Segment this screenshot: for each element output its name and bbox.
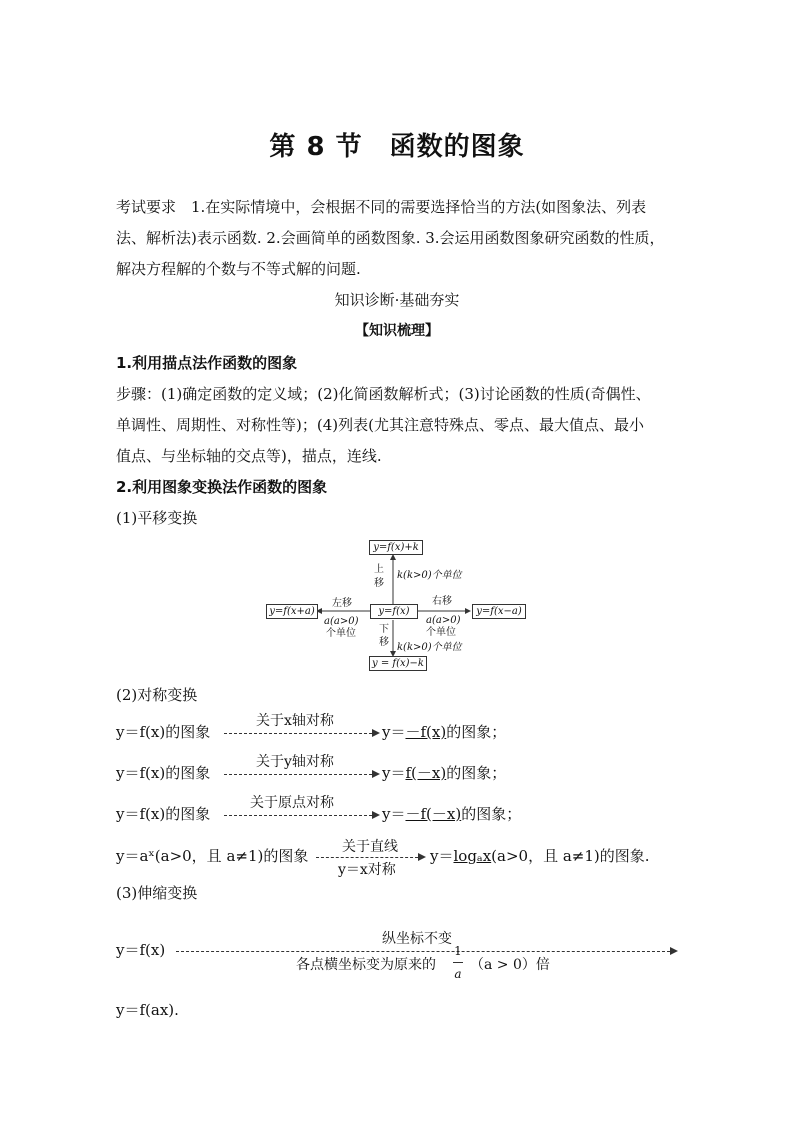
point1-heading: 1.利用描点法作函数的图象 <box>116 354 298 372</box>
sym1-arrow-head <box>372 729 380 737</box>
sym2-label: 关于y轴对称 <box>256 754 334 770</box>
sym3-label: 关于原点对称 <box>250 795 334 811</box>
center-function-box: y=f(x) <box>370 604 418 619</box>
sym1-arrow-line <box>224 733 372 734</box>
point1-line-3: 值点、与坐标轴的交点等)，描点，连线. <box>116 447 382 465</box>
left-function-box: y=f(x+a) <box>266 604 318 619</box>
sym1-result <box>382 717 506 748</box>
sym2-result-prefix: y＝ <box>382 764 406 782</box>
sym2-arrow-head <box>372 770 380 778</box>
translation-diagram <box>260 538 540 674</box>
sym2-result-suffix: 的图象； <box>446 764 507 782</box>
stretch-label-bottom-prefix: 各点横坐标变为原来的 <box>296 957 436 973</box>
sym3-result-func: －f(－x) <box>405 805 462 823</box>
sym1-result-func: －f(x) <box>405 723 447 741</box>
up-condition: k(k>0)个单位 <box>397 570 462 581</box>
left-shift-label: 左移 <box>332 598 352 609</box>
stretch-fraction-numerator: 1 <box>454 944 462 958</box>
exam-requirement-line-3: 解决方程解的个数与不等式解的问题. <box>116 260 361 278</box>
point2-heading: 2.利用图象变换法作函数的图象 <box>116 478 328 496</box>
stretch-heading: (3)伸缩变换 <box>116 884 198 902</box>
sym2-result-func: f(－x) <box>405 764 447 782</box>
up-label-1: 上 <box>374 564 384 575</box>
sym4-label-top: 关于直线 <box>342 839 398 855</box>
exam-requirement-line-2: 法、解析法)表示函数. 2.会画简单的函数图象. 3.会运用函数图象研究函数的性质， <box>116 229 665 247</box>
sym3-result-suffix: 的图象； <box>461 805 522 823</box>
down-label-1: 下 <box>379 624 389 635</box>
sym1-result-suffix: 的图象； <box>446 723 507 741</box>
sym4-result-suffix: (a>0，且 a≠1)的图象. <box>491 847 650 865</box>
stretch-label-bottom-suffix: （a > 0）倍 <box>470 957 550 973</box>
right-shift-condition: a(a>0) <box>426 615 461 626</box>
stretch-fraction-denominator: a <box>454 967 462 981</box>
stretch-fraction-bar <box>453 962 463 963</box>
sym2-result <box>382 758 506 789</box>
sym3-arrow-head <box>372 811 380 819</box>
right-function-box: y=f(x−a) <box>472 604 526 619</box>
point1-line-1: 步骤：(1)确定函数的定义域；(2)化简函数解析式；(3)讨论函数的性质(奇偶性、 <box>116 385 651 403</box>
page-title: 第 8 节 函数的图象 <box>269 132 525 162</box>
sym4-result-prefix: y＝ <box>430 847 454 865</box>
sym4-label-bottom: y＝x对称 <box>338 862 396 878</box>
top-function-box: y=f(x)+k <box>369 540 423 555</box>
stretch-arrow-line <box>176 951 670 952</box>
sym2-from: y＝f(x)的图象 <box>116 764 211 782</box>
sym4-arrow-line <box>316 857 418 858</box>
stretch-arrow-head <box>670 947 678 955</box>
sym4-result <box>430 841 650 872</box>
section-heading: 知识诊断·基础夯实 <box>334 291 460 309</box>
sym3-arrow-line <box>224 815 372 816</box>
symmetry-heading: (2)对称变换 <box>116 686 198 704</box>
sym1-from: y＝f(x)的图象 <box>116 723 211 741</box>
translate-heading: (1)平移变换 <box>116 509 198 527</box>
left-shift-unit: 个单位 <box>326 628 356 639</box>
down-label-2: 移 <box>379 637 389 648</box>
down-condition: k(k>0)个单位 <box>397 642 462 653</box>
right-shift-label: 右移 <box>432 596 452 607</box>
left-shift-condition: a(a>0) <box>324 616 359 627</box>
right-shift-unit: 个单位 <box>426 627 456 638</box>
sym4-arrow-head <box>418 853 426 861</box>
stretch-result: y＝f(ax). <box>116 1001 179 1019</box>
sym1-result-prefix: y＝ <box>382 723 406 741</box>
sym1-label: 关于x轴对称 <box>256 713 334 729</box>
exam-requirement-line-1: 考试要求 1.在实际情境中，会根据不同的需要选择恰当的方法(如图象法、列表 <box>116 198 647 216</box>
sym3-result <box>382 799 521 830</box>
sub-heading: 【知识梳理】 <box>355 323 439 339</box>
sym2-arrow-line <box>224 774 372 775</box>
point1-line-2: 单调性、周期性、对称性等)；(4)列表(尤其注意特殊点、零点、最大值点、最小 <box>116 416 644 434</box>
sym4-from: y＝aˣ(a>0，且 a≠1)的图象 <box>116 847 309 865</box>
sym3-from: y＝f(x)的图象 <box>116 805 211 823</box>
stretch-label-top: 纵坐标不变 <box>382 931 452 947</box>
bottom-function-box: y = f(x)−k <box>369 656 427 671</box>
sym3-result-prefix: y＝ <box>382 805 406 823</box>
up-label-2: 移 <box>374 578 384 589</box>
sym4-result-func: logₐx <box>453 847 492 865</box>
stretch-from: y＝f(x) <box>116 941 166 959</box>
